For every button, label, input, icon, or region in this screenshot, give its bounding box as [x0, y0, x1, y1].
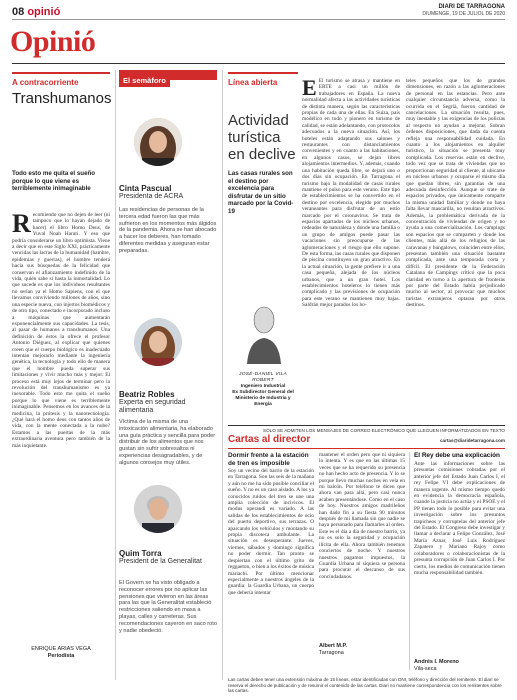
article-column-a: E El turismo se atrasa y mantiene en ERTE a casi un millón de trabajadores en España. La nueva normalidad afecta a las actividades turísticas de distinta manera, según las características propias de cada una de ellas. En Suiza, país modélico en todo y pionero en turismo de calidad, se están adelantando, con protocolos adecuados a la nueva situación. Así, los hoteles están adaptando sus salones y restaurantes con distanciamientos convenientes y en cuanto a las habitaciones, en algunos casos, se dejan libres alojamientos intermedios. Y, además, cuando una habitación queda libre, se dejará uno o dos días sin ocupación. En Tarragona el turismo bajo la modalidad de casas rurales mantiene el pulso para este verano. Este tipo de establecimientos se ha convertido en el destino por excelencia, elegido por muchos veraneantes para disfrutar de un estío marcado por el coronavirus. Se trata de espacios apartados de los núcleos urbanos, rodeados de naturaleza y donde una familia o un grupo de amigos puede pasar las vacaciones sin preocuparse de las aglomeraciones y el riesgo que ello supone. De esta forma, las casas rurales que disponen de piscina constituyen un gran atractivo. En la actual situación, la gente prefiere ir a una casa pequeña, alejada de los núcleos urbanos, que a un gran hotel. Los establecimientos hoteleros lo tienen más complicado y las previsiones de ocupación para este verano se mantienen muy bajas. Saldrán mejor parados los ho-: [302, 78, 400, 309]
portrait-cinta-pascual: [134, 118, 182, 166]
page-title: Opinió: [10, 25, 96, 58]
person-name: Quim Torra: [119, 549, 162, 558]
article-column-b: teles pequeños que los de grandes dimensiones, en razón a las aglomeraciones de personal en las estancias. Pero ante cualquier circunstancia adversa, como la ocurrida en el Segrià, fueron cantidad de cancelaciones. La situación resulta, pues, muy inestable y las exigencias de los policías al respecto no ayudan a mejorar. Sobran órdenes disposiciones, que dada da cuenta refleja una responsabilidad cuidada. En cuanto a los alojamientos en alquiler turístico, la situación se presenta muy complicada. Los reservas están en declive, todo vez que se trata de viviendas que no proporcionan seguridad al cliente, al ubicarse en núcleos urbanos y ocuparse el mismo día que quedan libres, sin garantías de una adecuada desinfección. Aunque se trate de espacios privados, que únicamente comparte la misma unidad familiar y donde no haya falta llevar mascarilla, no resultan atractivos. Además, la problemática derivada de la concentración de viviendas de origen y no ayuda a una comercialización. Los campings son espacios que se comparten y donde los clientes, más allá de los refugios de las caravanas y bungalows, coinciden entre ellos, presentan también una situación bastante complicada, ante una temporada corta y difícil. El presidente de la Federación Catalana de Campings criticó que la poca claridad en torno a la apertura de fronteras por parte del Estado había perjudicado mucho al sector, al provocar que muchos turistas extranjeros optaran por otros destinos.: [406, 78, 505, 309]
column-headline: Transhumanos: [12, 90, 112, 107]
letter-signature: Albert M.P. Tarragona: [319, 643, 348, 656]
person-name: Cinta Pascual: [119, 184, 172, 193]
cartas-red-rule: [228, 448, 505, 449]
column-headline: Actividad turística en declive: [228, 112, 296, 163]
person-comment: El Govern se ha visto obligado a reconocer errores por no aplicar las pensiones que vivieron en las áreas para las que la Generalitat estableció restricciones saliendo en masa a playas, calles y carreteras. Sus recomendaciones cayeron en saco roto y nadie obedeció.: [119, 580, 217, 634]
col3-bar: [228, 72, 298, 74]
cartas-notice: SÓLO SE ADMITEN LOS MENSAJES DE CORREO ELECTRÓNICO QUE LLEGUEN INFORMATIZADOS EN TEXTO: [263, 428, 505, 433]
header-rule: [12, 19, 505, 20]
semaforo-header: El semàforo: [119, 70, 217, 80]
portrait-caption: JOSÉ-DANIEL VILA ROBERT Ingeniero Industrial Ex Subdirector General del Ministerio de Industria y Energía: [232, 372, 294, 407]
cartas-email[interactable]: cartas@diaridetarragona.com: [440, 438, 505, 443]
portrait-beatriz-robles: [134, 318, 182, 366]
letter-divider: [409, 452, 410, 670]
column-divider: [115, 70, 116, 680]
drop-cap: R: [12, 212, 31, 238]
title-rule: [12, 63, 505, 64]
portrait-quim-torra: [134, 485, 182, 533]
page-number: 08 opinió: [12, 6, 61, 18]
letter-body: Ante las informaciones sobre las presuntas comisiones cobradas por el anterior jefe del Estado Juan Carlos I, el rey Felipe VI debe explicaciones de manera urgente. Al mismo tiempo quedó en evidencia la democracia española, cuando la justicia no actúa y el PSOE y el PP tienen todo lo posible para evitar una investigación sobre los presuntos trapicheos y corruptelas del anterior jefe del Estado. El Congreso debe investigar y llamar a declarar a Felipe González, José María Aznar, José Luis Rodríguez Zapatero y Mariano Rajoy como colaboradores o colaboracionistas de la presunta corrupción de Juan Carlos I. Por cierto, los medios de comunicación tienen mucha responsabilidad también.: [414, 461, 505, 576]
column-kicker: A contracorriente: [12, 78, 79, 87]
person-role: Experta en seguridad alimentaria: [119, 399, 186, 414]
letter-signature: Andrés I. Moreno Vila-seca: [414, 659, 459, 672]
column-summary: Todo esto me quita el sueño porque lo que viene es terriblemente inimaginable: [12, 170, 96, 192]
letter-body-continued: mantener el orden pero que ni siquiera lo intenta. Y es que en las últimas 15 veces que se ha requerido su presencia no han hecho acto de presencia. Y lo se porque llevo muchas noches en vela en mi balcón. Por teléfono te dicen que ahora van para allá, pero casi nunca acaben presentándose. Como en el caso de hoy. Nuestros amigos madrileños han dado fin a su fiesta 90 minutos después de mi llamada sin que nadie se haya personado para llamarles al orden. Este es el día a día de nuestro barrio, ya no es solo la seguridad y ocupación ilícita de ella. Ahora también tenemos conciertos de noche. Y nuestros nuestros pagamos impuestos, la Guardia Urbana ni siquiera se persona para procurar el descanso de sus conciudadanos.: [319, 452, 405, 580]
person-comment: Víctima de la misma de una intoxicación alimentaria, ha elaborado una guía práctica y sencilla para poder distribuir de los alimentos que nos gustan sin sufrir sobresaltos ni experiencias desagradables, y de algunos consejos muy útiles.: [119, 419, 216, 466]
column-author: ENRIQUE ARIAS VEGA Periodista: [31, 646, 91, 659]
letter-headline: Dormir frente a la estación de tren es imposible: [228, 452, 309, 467]
cartas-footer: Las cartas deben tener una extensión máxima de 15 líneas, estar identificadas con DNI, teléfono y dirección del remitente. El diari se reserva el derecho de publicación y de resumir el contenido de las cartas. Diari no mantiene correspondencia con los remitentes sobre las cartas.: [228, 677, 502, 694]
cartas-title: Cartas al director: [228, 434, 311, 445]
column-divider: [222, 70, 223, 680]
letter-body: Soy un vecino del barrio de la estación en Tarragona. Son las seis de la mañana y aún no me ha sido posible conciliar el sueño. Y no es un caso aislado. A los ya conocidos ruidos del tren se une una amplia colección de incivicos. El modus operandi es variado. A las salidas de los establecimientos de ocio del puerto deportivo, sus terrazas. O aparcando los vehículos y montando su propia discoteca ambulante. La situación es desesperante. Jueves, viernes, sábados y domingo significa no poder dormir. Tan pronto se despiertan con el último grito de reggaeton, o bien a los éxitos de música mariachi. Por último mencionar especialmente a nuestros ángeles de la guardia: la Guardia Urbana, un cuerpo que debería intentar: [228, 468, 314, 596]
column-body: Recomiendo que no dejen de leer (ni tampoco que lo hayan dejado de hacer) el libro Homo Deus, de Yuval Noah Harari. Y eso que podría considerarse un libro optimista. Viene a decir que en este Siglo XXI, prácticamente vencidas las lacras de la humanidad (hambre, epidemias y guerras), el hombre tenderá hacia sus búsquedas de la felicidad que conservan el afianzamiento indefinido de la vida, quién sabe si hasta la inmortalidad. Lo que sucede es que los individuos resultantes no serían ya el Homo Sapiens, con el que llevamos conviviendo millones de años, sino una especie nueva, con injertos biomédicos y de otro tipo, conectado e incorporado incluso a máquinas que aumentarán exponencialmente sus capacidades. La tesis, al pasar de humanos a transhumanos. Una definición de éstos la ofrece el profesor Antonio Diéguez, al explicar que quienes creen que el cuerpo biológico es inadecuado intentan mejorarlo mediante la ingeniería genética, la tecnología y todo ello de manera que el hombre pueda superar sus limitaciones y vivir mucho más y mejor. El proceso está muy lejos de terminar pero la revolución del transhumanismo es ya inexorable. Todo esto me quita el sueño porque lo que viene es terriblemente inimaginable. Pensemos en los avances de la medicina, la prótesis y la nanotecnología. ¿Qué hará el homo deus con tantos años de vida, con la mente conectada a la nube? Estamos a las puertas de la más extraordinaria aventura pero también de la más inquietante.: [12, 212, 110, 449]
column-summary: Las casas rurales son el destino por excelencia para disfrutar de un sitio marcado por la Covid-19: [228, 170, 294, 215]
person-role: President de la Generalitat: [119, 558, 202, 565]
issue-date: DIUMENGE, 19 DE JULIOL DE 2020: [422, 11, 505, 17]
column-kicker: Línea abierta: [228, 78, 278, 87]
section-name: opinió: [27, 6, 61, 18]
person-role: Presidenta de ACRA: [119, 193, 184, 200]
portrait-jose-daniel-vila: [243, 296, 285, 364]
person-name: Beatriz Robles: [119, 390, 175, 399]
person-comment: Las residencias de personas de la tercera edad fueron las que más sufrieron en los momentos más álgidos de la pandemia. Ahora se han abocado a hacer los deberes, han tomado diferentes medidas y aseguran estar preparadas.: [119, 207, 217, 254]
col1-bar: [12, 72, 110, 74]
cartas-rule: [228, 425, 505, 426]
newspaper-name: DIARI DE TARRAGONA: [438, 4, 505, 10]
letter-headline: El Rey debe una explicación: [414, 452, 500, 459]
